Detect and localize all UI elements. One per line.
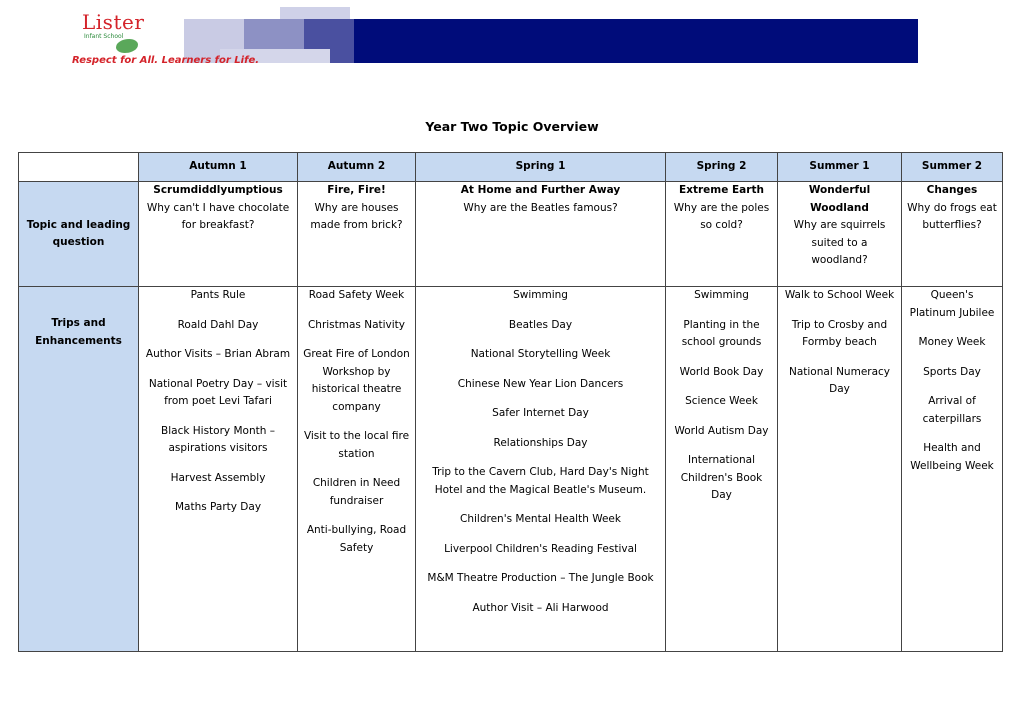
topic-cell xyxy=(416,182,666,287)
enhancement-item: Trip to the Cavern Club, Hard Day's Night Hotel and the Magical Beatle's Museum. xyxy=(432,466,649,496)
enhancement-item: Visit to the local fire station xyxy=(303,430,410,460)
enhancement-item: Planting in the school grounds xyxy=(681,318,762,348)
topic-title: At Home and Further Away xyxy=(460,184,621,196)
term-header: Spring 2 xyxy=(666,153,778,182)
enhancement-item: Black History Month – aspirations visitors xyxy=(161,424,275,454)
row-label-trips-text: Trips and Enhancements xyxy=(35,317,122,347)
enhancement-item: Children in Need fundraiser xyxy=(312,477,401,507)
term-header-row xyxy=(19,153,1003,182)
enhancement-item: Money Week xyxy=(918,336,986,348)
enhancement-item: Sports Day xyxy=(923,365,981,378)
school-logo xyxy=(82,11,144,55)
enhancement-item: World Book Day xyxy=(679,365,764,378)
leading-question: Why are the Beatles famous? xyxy=(463,201,618,214)
topic-title: Extreme Earth xyxy=(679,184,764,196)
banner-accent xyxy=(280,7,350,19)
enhancement-item: Pants Rule xyxy=(190,289,246,301)
logo-name: Lister xyxy=(82,10,145,34)
leading-question: Why are squirrels suited to a woodland? xyxy=(793,219,886,266)
enhancement-item: Trip to Crosby and Formby beach xyxy=(791,318,888,348)
term-header: Autumn 2 xyxy=(298,153,416,182)
corner-cell xyxy=(19,153,139,182)
trips-cell xyxy=(902,287,1003,652)
enhancement-item: Arrival of caterpillars xyxy=(922,395,982,425)
enhancement-item: Author Visits – Brian Abram xyxy=(145,348,291,360)
term-header: Autumn 1 xyxy=(139,153,298,182)
enhancement-item: Author Visit – Ali Harwood xyxy=(472,601,609,614)
topic-row xyxy=(19,182,1003,287)
enhancement-item: Queen's Platinum Jubilee xyxy=(909,289,995,319)
enhancement-item: Anti-bullying, Road Safety xyxy=(306,524,407,554)
topic-cell xyxy=(778,182,902,287)
enhancement-item: Relationships Day xyxy=(493,436,588,449)
enhancement-item: Chinese New Year Lion Dancers xyxy=(457,377,624,390)
trips-cell xyxy=(139,287,298,652)
enhancement-item: National Poetry Day – visit from poet Levi Tafari xyxy=(148,377,288,407)
topic-title: Scrumdiddlyumptious xyxy=(153,184,283,196)
enhancement-item: National Numeracy Day xyxy=(788,365,891,395)
trips-cell xyxy=(778,287,902,652)
trips-cell xyxy=(666,287,778,652)
trips-cell xyxy=(298,287,416,652)
enhancement-item: Walk to School Week xyxy=(784,289,895,301)
enhancement-item: Health and Wellbeing Week xyxy=(910,442,994,472)
enhancement-item: Swimming xyxy=(513,289,568,301)
enhancement-item: International Children's Book Day xyxy=(680,454,763,501)
trips-cell xyxy=(416,287,666,652)
leaf-icon xyxy=(116,39,138,53)
enhancement-item: Liverpool Children's Reading Festival xyxy=(444,542,637,555)
topic-cell xyxy=(139,182,298,287)
enhancement-item: Beatles Day xyxy=(508,318,573,331)
enhancement-item: Roald Dahl Day xyxy=(177,318,259,331)
enhancement-item: Children's Mental Health Week xyxy=(460,513,621,525)
topic-title: Fire, Fire! xyxy=(327,184,386,196)
topic-cell xyxy=(902,182,1003,287)
header-banner xyxy=(70,5,918,77)
logo-subtitle: Infant School xyxy=(84,33,124,40)
enhancement-item: Road Safety Week xyxy=(308,289,405,301)
topic-overview-table xyxy=(18,152,1003,652)
topic-title: Changes xyxy=(926,184,978,196)
enhancement-item: Christmas Nativity xyxy=(307,318,406,331)
row-label-topic: Topic and leading question xyxy=(19,182,139,287)
enhancement-item: Swimming xyxy=(694,289,749,301)
enhancement-item: World Autism Day xyxy=(674,424,769,437)
row-label-trips xyxy=(19,287,139,652)
trips-row xyxy=(19,287,1003,652)
topic-cell xyxy=(666,182,778,287)
enhancement-item: National Storytelling Week xyxy=(470,348,611,360)
school-motto: Respect for All. Learners for Life. xyxy=(72,55,260,66)
leading-question: Why are houses made from brick? xyxy=(310,201,403,231)
enhancement-item: Great Fire of London Workshop by historical theatre company xyxy=(303,348,410,413)
enhancement-item: Maths Party Day xyxy=(174,501,262,513)
leading-question: Why can't I have chocolate for breakfast? xyxy=(146,201,290,231)
enhancement-item: Harvest Assembly xyxy=(170,471,266,484)
enhancement-item: M&M Theatre Production – The Jungle Book xyxy=(427,572,654,584)
term-header: Summer 2 xyxy=(902,153,1003,182)
topic-title: Wonderful Woodland xyxy=(808,184,871,214)
topic-cell xyxy=(298,182,416,287)
enhancement-item: Science Week xyxy=(685,395,758,407)
term-header: Summer 1 xyxy=(778,153,902,182)
document-title: Year Two Topic Overview xyxy=(425,119,599,134)
enhancement-item: Safer Internet Day xyxy=(492,407,589,419)
term-header: Spring 1 xyxy=(416,153,666,182)
leading-question: Why are the poles so cold? xyxy=(673,201,770,231)
leading-question: Why do frogs eat butterflies? xyxy=(907,201,997,231)
